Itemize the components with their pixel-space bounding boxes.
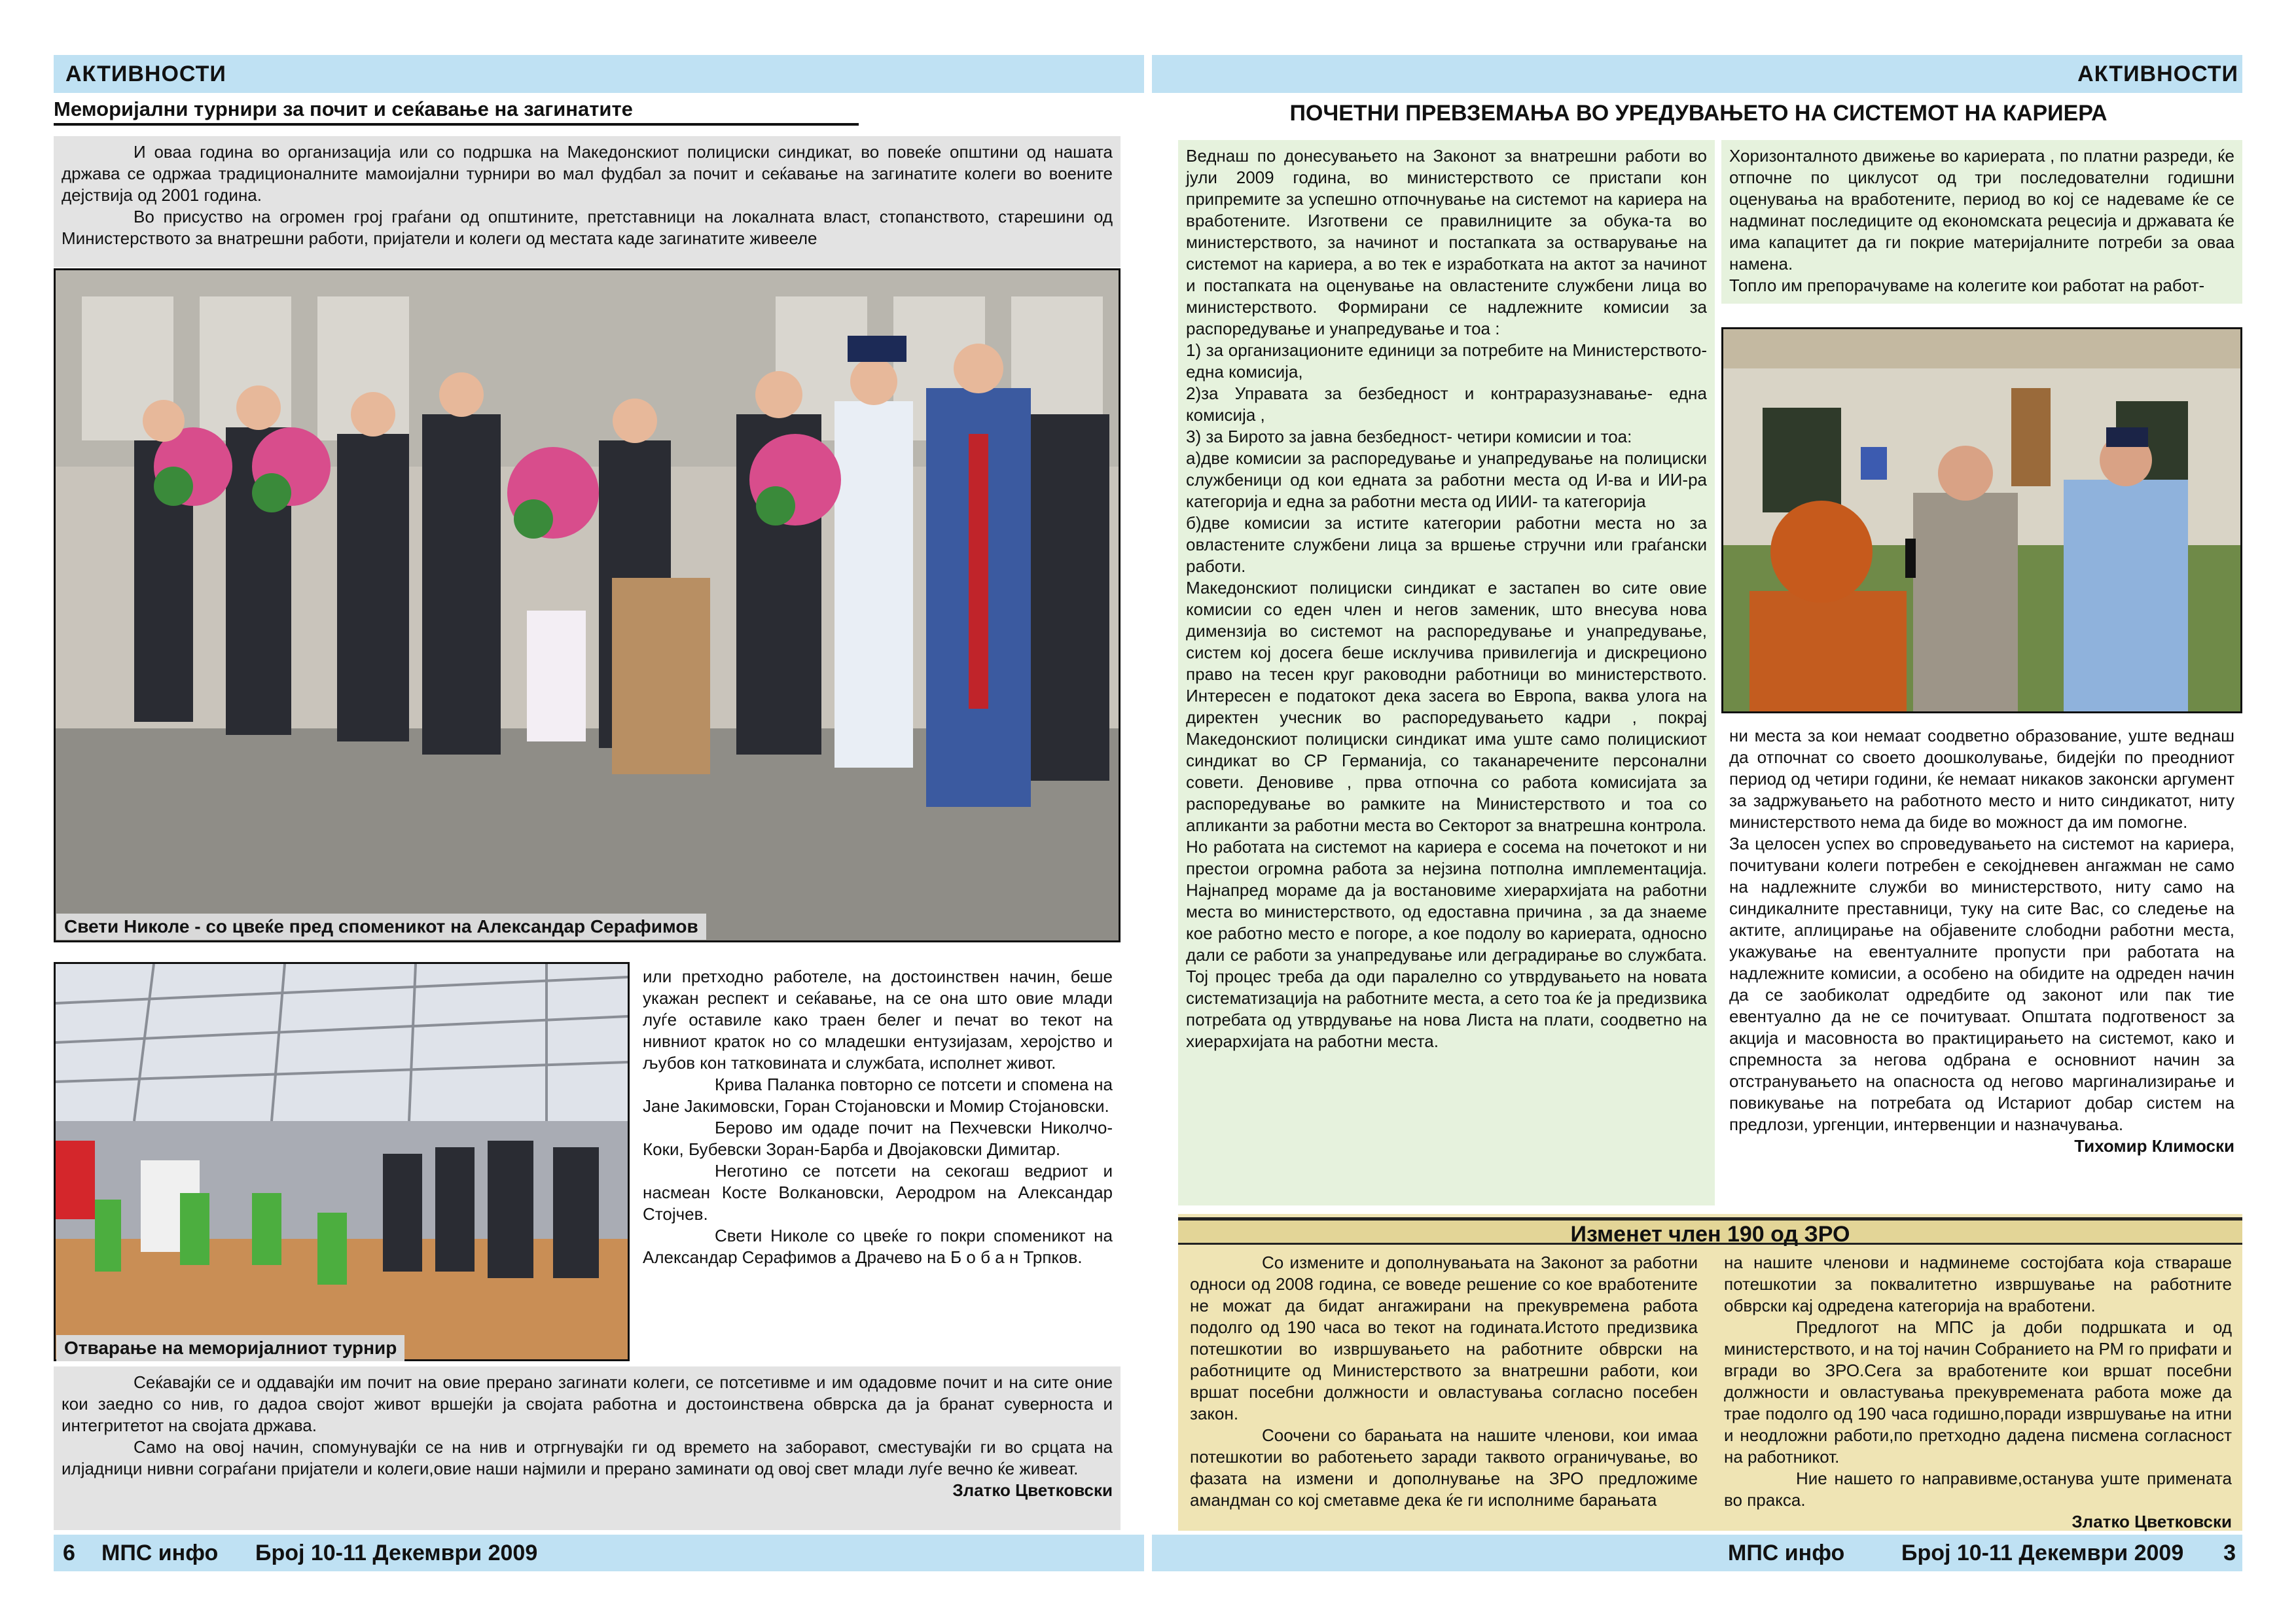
career-column-2-top — [1721, 140, 2242, 304]
article-paragraph: Соочени со барањата на нашите членови, кои имаа потешкотии во работењето заради таквото ограничување, во фазата на измени и дополнување на ЗРО предложиме амандман со кој сметавме дека ќе ги исполниме барањата — [1190, 1425, 1698, 1510]
left-intro-box — [54, 136, 1121, 267]
article-paragraph: ни места за кои немаат соодветно образование, уште веднаш да отпочнат со своето доошколување, бидејќи по преодниот период од четири години, ќе немаат никаков законски аргумент за задржувањето на работното место и нито синдикатот, ниту министерството нема да биде во можност да им помогне. — [1729, 726, 2234, 832]
article-paragraph: Неготино се потсети на секогаш ведриот и насмеан Косте Волкановски, Аеродром на Александар Стојчев. — [643, 1161, 1113, 1224]
tournament-photo-image — [56, 964, 628, 1359]
left-section-label: АКТИВНОСТИ — [65, 62, 226, 86]
article-paragraph: Со измените и дополнувањата на Законот за работни односи од 2008 година, се воведе решение со кое вработените не можат да бидат ангажирани на прекувремена работа подолго од 190 часа во текот на годината.Истото предизвика потешкотии во извршувањето на работните обврски на работниците од Министерството за внатрешни работи, кои вршат посебни должности и овластувања согласно посебен закон. — [1190, 1253, 1698, 1423]
issue-date: Број 10-11 Декември 2009 — [255, 1541, 538, 1565]
article-paragraph: Хоризонталното движење во кариерата , по платни разреди, ќе отпочне по циклусот од три последователни годишни оценувања на вработените, период во кој се надеваме ќе се надминат последиците од економската рецесија и државата ќе има капацитет да ги покрие материјалните потреби за оваа намена. — [1729, 146, 2234, 274]
interview-photo — [1721, 327, 2242, 713]
career-column-1 — [1178, 140, 1715, 1205]
page-number: 3 — [2223, 1541, 2236, 1565]
article-paragraph: Топло им препорачуваме на колегите кои работат на работ- — [1729, 276, 2205, 295]
article-paragraph: За целосен успех во спроведувањето на системот на кариера, почитувани колеги потребен е секојдневен ангажман не само на надлежните служби во министерството, ниту само на синдикалните преставници, туку на сите Вас, со следење на актите, аплицирање на објавените слободни работни места, укажување на евентуалните пропусти при работата на надлежните комисии, а особено на обидите на одреден начин да се заобиколат одредбите од законот или пак тие евентуално да не се почитуваат. Општата подготвеност за акција и масовноста во практицирањето на системот, како и спремноста за негова одбрана е основниот начин за отстранувањето на опасноста од негово маргинализирање и повикување на потребата од Истариот добар систем на предлози, ургенции, интервенции и назначувања. — [1729, 834, 2234, 1134]
ceremony-photo-image — [56, 270, 1119, 940]
article-paragraph: Крива Паланка повторно се потсети и спомена на Јане Јакимовски, Горан Стојановски и Момир Стојановски. — [643, 1075, 1113, 1116]
article-paragraph: Берово им одаде почит на Пехчевски Николчо-Коки, Бубевски Зоран-Барба и Двојаковски Димитар. — [643, 1118, 1113, 1159]
right-main-title: ПОЧЕТНИ ПРЕВЗЕМАЊА ВО УРЕДУВАЊЕТО НА СИСТЕМОТ НА КАРИЕРА — [1289, 101, 2108, 126]
article-paragraph: Свети Николе со цвеќе го покри споменикот на Александар Серафимов а Драчево на Б о б а н Трпков. — [643, 1226, 1113, 1267]
article-paragraph: Но работата на системот на кариера е сосема на почетокот и ни престои огромна работа за нејзина потполна имплементација. Најнапред мораме да ја востановиме хиерархијата на работни места во министерството, од едоставна причина , за да знаеме кое работно место е погоре, а кое подолу во кариерата, односно дали се работи за унапредување или деградирање во службата. Тој процес треба да оди паралелно со утврдувањето на новата систематизација на работните места, а сето тоа ќе ја предизвика потребата од утврдување на нова Листа на плати, соодветно на хиерархијата на работни места. — [1186, 837, 1707, 1051]
ceremony-photo-caption: Свети Николе - со цвеќе пред споменикот на Александар Серафимов — [56, 914, 706, 940]
left-bottom-box — [54, 1366, 1121, 1530]
tournament-photo — [54, 962, 630, 1361]
right-section-label: АКТИВНОСТИ — [2077, 62, 2238, 86]
author-signature: Златко Цветковски — [952, 1480, 1113, 1500]
amendment-title: Изменет член 190 од ЗРО — [1178, 1217, 2242, 1245]
article-paragraph: 3) за Бирото за јавна безбедност- четири комисии и тоа: — [1186, 427, 1632, 446]
article-paragraph: б)две комисии за истите категории работни места но за овластените службени лица за вршење стручни или граѓански работи. — [1186, 513, 1707, 576]
article-paragraph: или претходно работеле, на достоинствен начин, беше укажан респект и сеќавање, на се она што овие млади луѓе оставиле како траен белег и печат во текот на нивниот краток но со младешки ентузијазам, херојство и љубов кон татковината и службата, исполнет живот. — [643, 967, 1113, 1073]
article-paragraph: Македонскиот полициски синдикат е застапен во сите овие комисии со еден член и негов заменик, што внесува нова димензија во системот на распоредување и унапредување, систем кој досега беше исклучива привилегија и дискреционо право на тесен круг раководни работници во министерството. Интересен е податокот дека засега во Европа, ваква улога на директен учесник во распоредувањето кадри , покрај Македонскиот полициски синдикат има уште само полицискиот синдикат во СР Германија, со таканаречените персонални совети. Деновиве , прва отпочна со работа комисијата за распоредување во рамките на Министерството и тоа со апликанти за работни места во Секторот за внатрешна контрола. — [1186, 578, 1707, 835]
magazine-name: МПС инфо — [1728, 1541, 1845, 1565]
issue-date: Број 10-11 Декември 2009 — [1901, 1541, 2184, 1565]
left-section-title: Меморијални турнири за почит и сеќавање на загинатите — [54, 96, 859, 126]
article-paragraph: Предлогот на МПС ја доби подршката и од министерството, и на тој начин Собранието на РМ го прифати и вгради во ЗРО.Сега за вработените кои вршат посебни должности и овластувања прекувремената работа може да трае подолго од 190 часа годишно,поради извршување на итни и неодложни работи,по претходно дадена писмена согласност на работникот. — [1724, 1317, 2232, 1467]
article-paragraph: Веднаш по донесувањето на Законот за внатрешни работи во јули 2009 година, во министерството се пристапи кон припремите за успешно отпочнување на системот на кариера на вработените. Изготвени се правилниците за обука-та во министерството, за начинот и постапката за остварување на системот на кариера, а во тек е изработката на актот за начинот и постапката на оценување на овластените службени лица во министерството. Формирани се надлежните комисии за распоредување и унапредување и тоа : — [1186, 146, 1707, 338]
magazine-name: МПС инфо — [101, 1541, 219, 1565]
article-paragraph: 1) за организационите единици за потребите на Министерството- една комисија, — [1186, 340, 1707, 382]
career-column-2-bottom — [1721, 720, 2242, 1205]
amendment-column-2 — [1716, 1247, 2240, 1529]
left-article-column — [635, 961, 1121, 1366]
intro-paragraph: И оваа година во организација или со подршка на Македонскиот полициски синдикат, во повеќе општини од нашата држава се одржаа традиционалните мамоијални турнири во мал фудбал за почит и сеќавање на загинатите колеги во воените дејствија од 2001 година. — [62, 142, 1113, 205]
article-paragraph: Сеќавајќи се и оддавајќи им почит на овие прерано загинати колеги, се потсетивме и им одадовме почит и на сите оние кои заедно со нив, го дадоа својот живот вршејќи ја својата работна и достоинствена обврска да ја бранат суверноста и интегритетот на својата држава. — [62, 1372, 1113, 1435]
amendment-column-1 — [1182, 1247, 1706, 1529]
article-paragraph: на нашите членови и надминеме состојбата која ствараше потешкотии за поквалитетно извршување на работните обврски кај одредена категорија на вработени. — [1724, 1253, 2232, 1315]
interview-photo-image — [1723, 329, 2240, 711]
author-signature: Тихомир Климоски — [2074, 1136, 2234, 1156]
article-paragraph: а)две комисии за распоредување и унапредување на полициски службеници од кои едната за работни места од И-ва и ИИ-ра категорија и една за работни места од ИИИ- та категорија — [1186, 448, 1707, 511]
article-paragraph: 2)за Управата за безбедност и контраразузнавање- една комисија , — [1186, 383, 1707, 425]
intro-paragraph: Во присуство на огромен грој граѓани од општините, претставници на локалната власт, стопанството, старешини од Министерството за внатрешни работи, пријатели и колеги од местата каде загинатите живееле — [62, 207, 1113, 248]
article-paragraph: Ние нашето го направивме,останува уште примената во пракса. — [1724, 1469, 2232, 1510]
ceremony-photo — [54, 268, 1121, 942]
article-paragraph: Само на овој начин, спомунувајќи се на нив и отргнувајќи ги од времето на заборавот, сместувајќи ги во срцата на илјадници нивни сограѓани пријатели и колеги,овие наши најмили и прерано заминати од овој свет млади луѓе вечно ќе живеат. — [62, 1437, 1113, 1478]
tournament-photo-caption: Отварање на меморијалниот турнир — [56, 1335, 404, 1361]
page-number: 6 — [63, 1541, 75, 1565]
author-signature: Златко Цветковски — [2072, 1512, 2232, 1531]
